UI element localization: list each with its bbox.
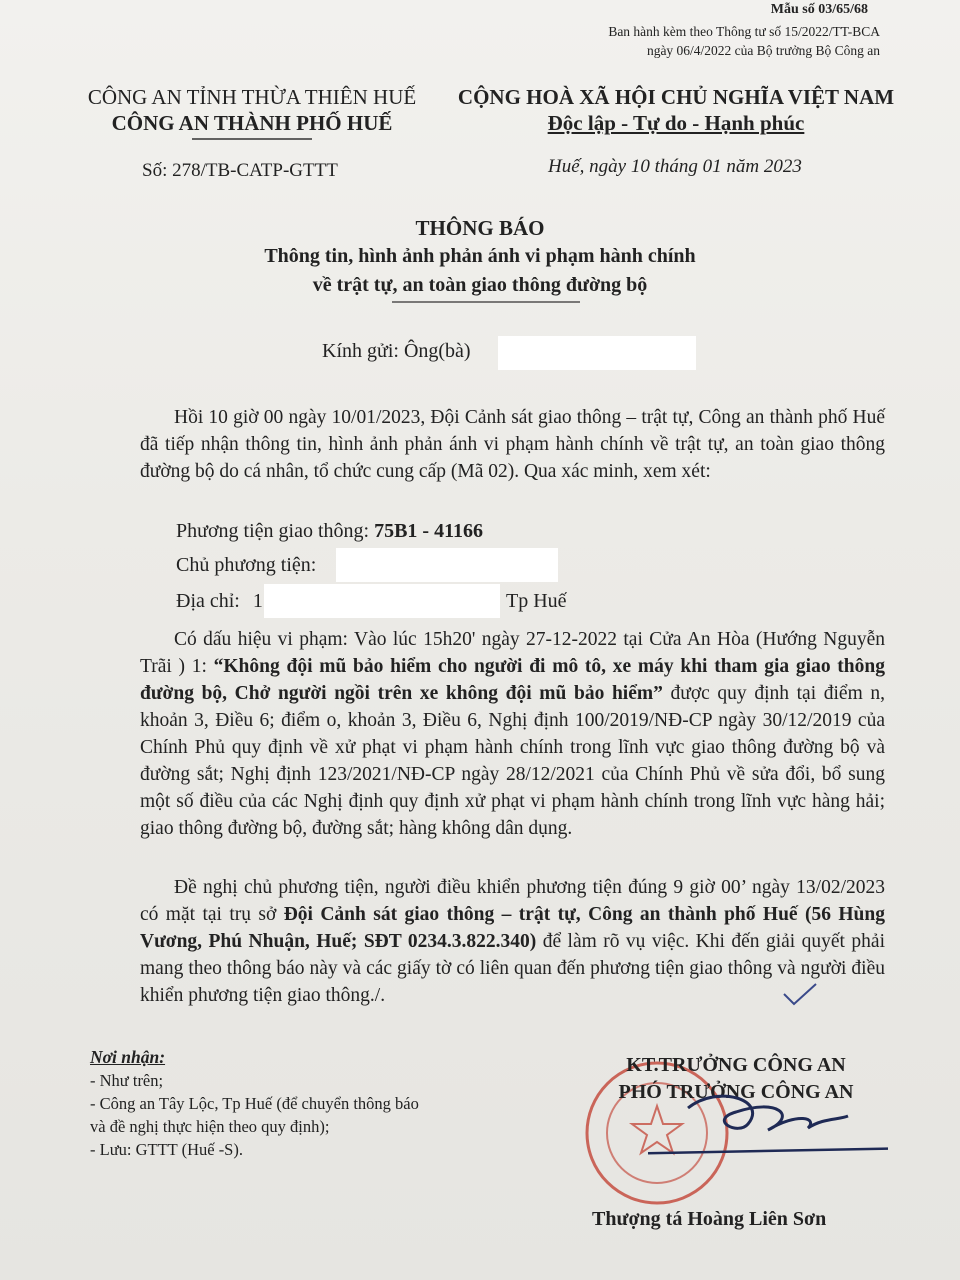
address-city: Tp Huế <box>506 590 567 612</box>
vehicle-label: Phương tiện giao thông: <box>176 520 370 542</box>
request-lead: Đề nghị chủ phương tiện, người điều khiển phương tiện đúng 9 giờ 00’ ngày 13/02/2023 có mặt tại trụ sở <box>140 877 885 925</box>
recipient-item: - Lưu: GTTT (Huế -S). <box>90 1140 243 1159</box>
agency-underline <box>84 136 420 142</box>
redacted-owner-name <box>336 548 558 582</box>
national-motto: Độc lập - Tự do - Hạnh phúc <box>547 111 805 135</box>
agency-parent: CÔNG AN TỈNH THỪA THIÊN HUẾ <box>87 85 417 109</box>
recipients-block <box>90 1046 419 1161</box>
violation-offense: “Không đội mũ bảo hiểm cho người đi mô tô, xe máy khi tham gia giao thông đường bộ, Chở người ngồi trên xe không đội mũ bảo hiểm” <box>140 656 885 704</box>
signatory-title-line-1: KT.TRƯỞNG CÔNG AN <box>626 1054 846 1076</box>
intro-text: Hồi 10 giờ 00 ngày 10/01/2023, Đội Cảnh sát giao thông – trật tự, Công an thành phố Huế đã tiếp nhận thông tin, hình ảnh phản ánh vi phạm hành chính về trật tự, an toàn giao thông đường bộ do cá nhân, tổ chức cung cấp (Mã 02). Qua xác minh, xem xét: <box>140 407 885 482</box>
nation-name: CỘNG HOÀ XÃ HỘI CHỦ NGHĨA VIỆT NAM <box>457 85 895 109</box>
address-prefix: 1 <box>252 590 263 612</box>
handwritten-check-mark <box>780 980 820 1010</box>
salutation: Kính gửi: Ông(bà) <box>322 340 471 362</box>
agency-name: CÔNG AN THÀNH PHỐ HUẾ <box>111 111 393 135</box>
address-label: Địa chỉ: <box>176 590 240 612</box>
signer-name: Thượng tá Hoàng Liên Sơn <box>592 1208 827 1230</box>
document-number: Số: 278/TB-CATP-GTTT <box>142 160 338 181</box>
request-paragraph <box>140 874 885 1009</box>
redacted-address <box>264 584 500 618</box>
vehicle-field <box>176 520 483 543</box>
request-rest: để làm rõ vụ việc. Khi đến giải quyết phải mang theo thông báo này và các giấy tờ có liên quan đến phương tiện giao thông và người điều khiển phương tiện giao thông./. <box>140 931 885 1006</box>
form-ref-line-2: ngày 06/4/2022 của Bộ trưởng Bộ Công an <box>646 43 880 58</box>
violation-text <box>140 626 885 842</box>
document-title: THÔNG BÁO <box>415 216 545 240</box>
request-location: Đội Cảnh sát giao thông – trật tự, Công an thành phố Huế (56 Hùng Vương, Phú Nhuận, Huế; SĐT 0234.3.822.340) <box>140 904 885 952</box>
recipient-item: - Như trên; <box>90 1071 164 1090</box>
document-subtitle <box>0 242 960 304</box>
recipient-item: - Công an Tây Lộc, Tp Huế (để chuyển thông báo <box>90 1094 419 1113</box>
redacted-recipient-name <box>498 336 696 370</box>
recipients-heading: Nơi nhận: <box>90 1047 166 1067</box>
place-date: Huế, ngày 10 tháng 01 năm 2023 <box>548 156 802 177</box>
form-ref-line-1: Ban hành kèm theo Thông tư số 15/2022/TT-BCA <box>608 24 880 39</box>
violation-lead: Có dấu hiệu vi phạm: Vào lúc 15h20' ngày 27-12-2022 tại Cửa An Hòa (Hướng Nguyễn Trãi ) 1: <box>140 629 885 677</box>
recipient-item: và đề nghị thực hiện theo quy định); <box>90 1117 330 1136</box>
violation-paragraph <box>140 626 885 842</box>
vehicle-plate: 75B1 - 41166 <box>374 520 483 542</box>
form-reference <box>608 22 880 60</box>
intro-paragraph <box>140 404 885 485</box>
owner-label: Chủ phương tiện: <box>176 554 317 576</box>
violation-legal-basis: được quy định tại điểm n, khoản 3, Điều 6; điểm o, khoản 3, Điều 6, Nghị định 100/2019/NĐ-CP ngày 30/12/2019 của Chính Phủ quy định về xử phạt vi phạm hành chính trong lĩnh vực giao thông đường bộ và đường sắt; Nghị định 123/2021/NĐ-CP ngày 28/12/2021 của Chính Phủ về sửa đổi, bổ sung một số điều của các Nghị định quy định xử phạt vi phạm hành chính trong lĩnh vực hàng hải; giao thông đường bộ, đường sắt; hàng không dân dụng. <box>140 683 886 839</box>
subtitle-underline <box>0 300 960 304</box>
subtitle-line-1: Thông tin, hình ảnh phản ánh vi phạm hành chính <box>264 245 696 267</box>
signatory-title-line-2: PHÓ TRƯỞNG CÔNG AN <box>618 1081 854 1103</box>
form-number: Mẫu số 03/65/68 <box>770 2 868 17</box>
handwritten-signature <box>648 1072 888 1162</box>
subtitle-line-2: về trật tự, an toàn giao thông đường bộ <box>312 274 648 296</box>
owner-field <box>176 554 316 577</box>
address-field <box>176 590 263 613</box>
national-header <box>452 84 900 136</box>
request-text <box>140 874 885 1009</box>
issuing-agency <box>84 84 420 142</box>
